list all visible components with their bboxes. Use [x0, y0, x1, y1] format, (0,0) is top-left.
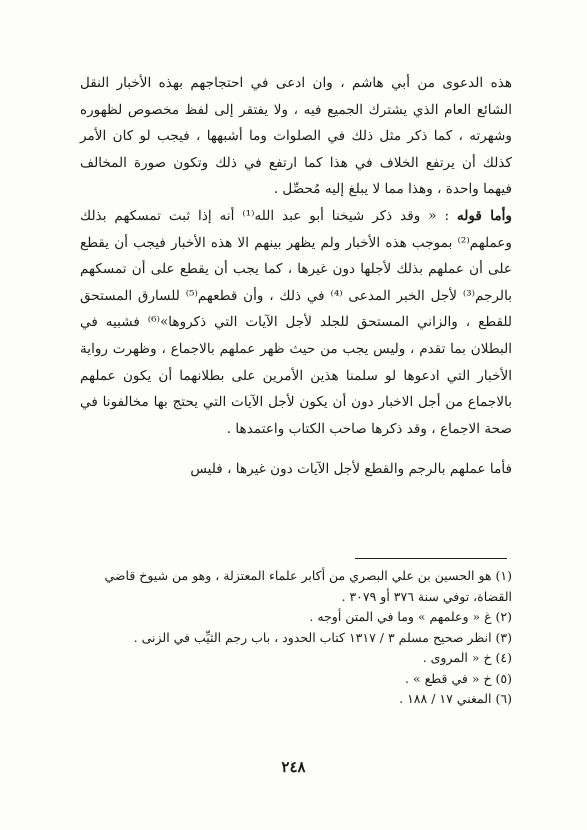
footnotes — [80, 566, 512, 710]
footnote-4: (٤) خ « المروى . — [422, 650, 512, 665]
page-number: ٢٤٨ — [281, 758, 306, 776]
paragraph-2-text: : « وقد ذكر شيخنا أبو عبد الله⁽¹⁾ أنه إذا ثبت تمسكهم بذلك وعملهم⁽²⁾ بموجب هذه الأخبار ولم يظهر بينهم الا هذه الأخبار فيجب أن يقطع على أن عملهم بذلك لأجلها دون غيرها ، كما يجب أن يقطع على أن تمسكهم بالرجم⁽³⁾ لأجل الخبر المدعى ⁽⁴⁾ في ذلك ، وأن قطعهم⁽⁵⁾ للسارق المستحق للقطع ، والزاني المستحق للجلد لأجل الآيات التي ذكروها»⁽⁶⁾ فشبيه في البطلان بما تقدم ، وليس يجب من حيث ظهر عملهم بالاجماع ، وظهرت رواية الأخبار التي ادعوها لو سلمنا هذين الأمرين على بطلانهما أن يكون عملهم بالاجماع من أجل الاخبار دون أن يكون لأجل الآيات التي يحتج بها مخالفونا في صحة الاجماع ، وقد ذكرها صاحب الكتاب واعتمدها . — [80, 207, 512, 437]
footnote-6: (٦) المغني ١٧ / ١٨٨ . — [399, 691, 512, 706]
footnote-divider — [355, 558, 507, 559]
footnote-3: (٣) انظر صحيح مسلم ٣ / ١٣١٧ كتاب الحدود ، باب رجم الثيِّب في الزنى . — [133, 629, 512, 645]
paragraph-2 — [80, 203, 512, 442]
footnote-1: (١) هو الحسين بن علي البصري من أكابر علماء المعتزلة ، وهو من شيوخ قاضي القضاة، توفي سنة ٣٧٦ أو ٣٠٧٩ . — [104, 568, 512, 604]
footnote-5: (٥) خ « في قطع » . — [405, 670, 512, 686]
footnote-2: (٢) غ « وعلمهم » وما في المتن أوجه . — [309, 609, 512, 624]
paragraph-3: فأما عملهم بالرجم والقطع لأجل الآيات دون غيرها ، فليس — [190, 461, 512, 478]
paragraph-1: هذه الدعوى من أبي هاشم ، وان ادعى في احتجاجهم بهذه الأخبار النقل الشائع العام الذي يشترك الجميع فيه ، ولا يفتقر إلى لفظ مخصوص لظهوره وشهرته ، كما ذكر مثل ذلك في الصلوات وما أشبهها ، فيجب لو كان الأمر كذلك أن يرتفع الخلاف في هذا كما ارتفع في ذلك وتكون صورة المخالف فيهما واحدة ، وهذا مما لا يبلغ إليه مُحصِّل . — [80, 75, 512, 198]
main-text — [80, 70, 512, 483]
paragraph-2-lead: وأما قوله — [456, 207, 512, 224]
paragraph-gap — [80, 442, 512, 456]
